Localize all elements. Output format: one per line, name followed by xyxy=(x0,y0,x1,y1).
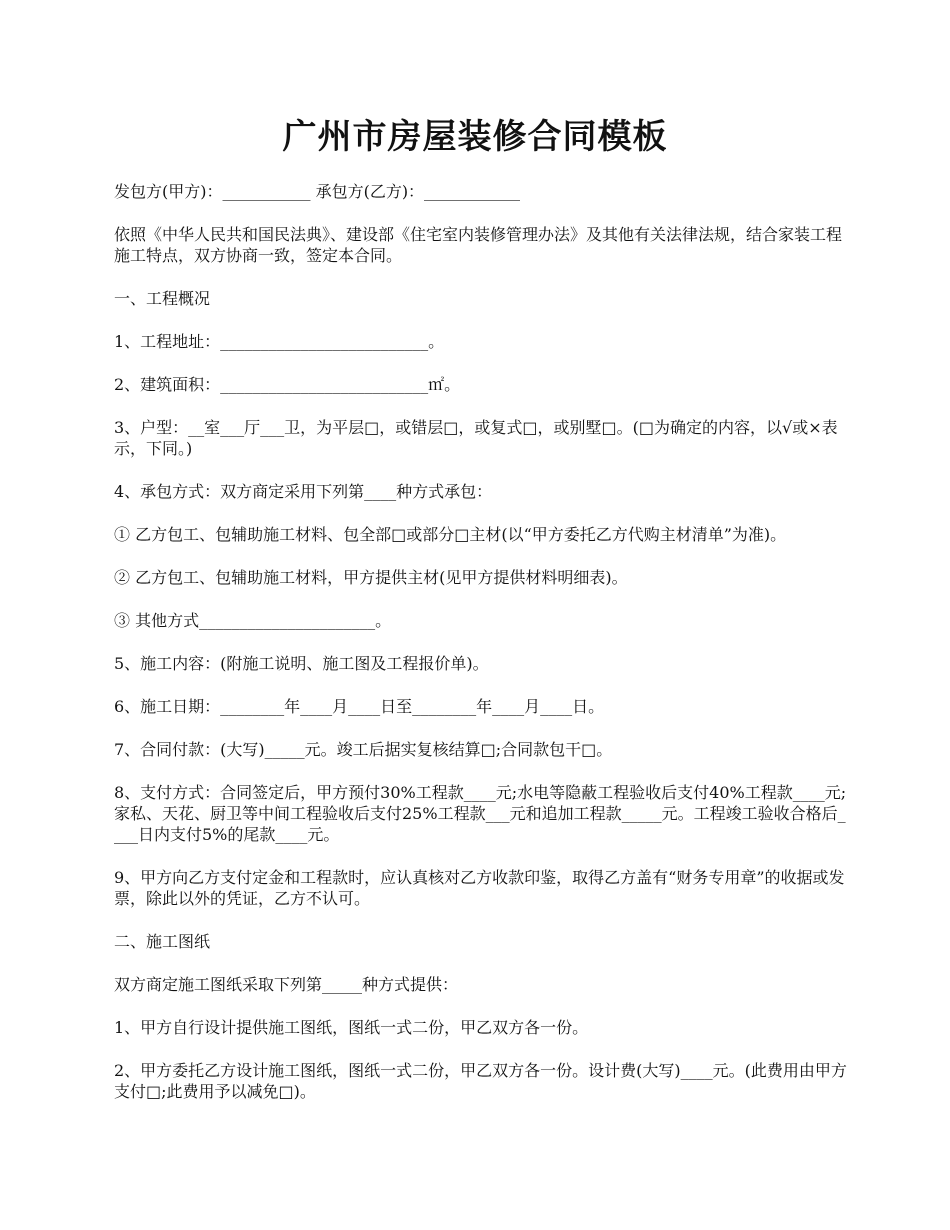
clause-paragraph: 9、甲方向乙方支付定金和工程款时，应认真核对乙方收款印鉴，取得乙方盖有“财务专用章”的收据或发票，除此以外的凭证，乙方不认可。 xyxy=(114,868,845,908)
clause-paragraph: 6、施工日期：________年____月____日至________年____月____日。 xyxy=(114,697,605,716)
option-item: ③ 其他方式______________________。 xyxy=(114,611,392,630)
parties-line: 发包方(甲方)：___________ 承包方(乙方)：____________ xyxy=(114,182,521,201)
section-heading: 一、工程概况 xyxy=(114,289,211,308)
clause-paragraph: 5、施工内容：(附施工说明、施工图及工程报价单)。 xyxy=(114,654,489,673)
clause-paragraph: 双方商定施工图纸采取下列第_____种方式提供： xyxy=(114,975,459,994)
clause-paragraph: 2、甲方委托乙方设计施工图纸，图纸一式二份，甲乙双方各一份。设计费(大写)____元。(此费用由甲方支付□;此费用予以减免□)。 xyxy=(114,1061,847,1101)
clause-paragraph: 8、支付方式：合同签定后，甲方预付30%工程款____元;水电等隐蔽工程验收后支付40%工程款____元;家私、天花、厨卫等中间工程验收后支付25%工程款___元和追加工程款_____元。工程竣工验收合格后____日内支付5%的尾款____元。 xyxy=(114,783,847,844)
clause-paragraph: 7、合同付款：(大写)_____元。竣工后据实复核结算□;合同款包干□。 xyxy=(114,740,613,759)
document-body xyxy=(114,181,849,1124)
option-item: ② 乙方包工、包辅助施工材料，甲方提供主材(见甲方提供材料明细表)。 xyxy=(114,568,628,587)
document-title: 广州市房屋装修合同模板 xyxy=(282,117,668,157)
section-heading: 二、施工图纸 xyxy=(114,932,211,951)
clause-paragraph: 1、工程地址：__________________________。 xyxy=(114,332,445,351)
clause-paragraph: 4、承包方式：双方商定采用下列第____种方式承包： xyxy=(114,482,493,501)
clause-paragraph: 1、甲方自行设计提供施工图纸，图纸一式二份，甲乙双方各一份。 xyxy=(114,1018,589,1037)
clause-paragraph: 3、户型：__室___厅___卫，为平层□，或错层□，或复式□，或别墅□。(□为确定的内容，以√或×表示，下同。) xyxy=(114,418,838,458)
clause-paragraph: 2、建筑面积：__________________________㎡。 xyxy=(114,375,461,394)
option-item: ① 乙方包工、包辅助施工材料、包全部□或部分□主材(以“甲方委托乙方代购主材清单”为准)。 xyxy=(114,525,787,544)
preamble-paragraph: 依照《中华人民共和国民法典》、建设部《住宅室内装修管理办法》及其他有关法律法规，结合家装工程施工特点，双方协商一致，签定本合同。 xyxy=(114,225,843,265)
